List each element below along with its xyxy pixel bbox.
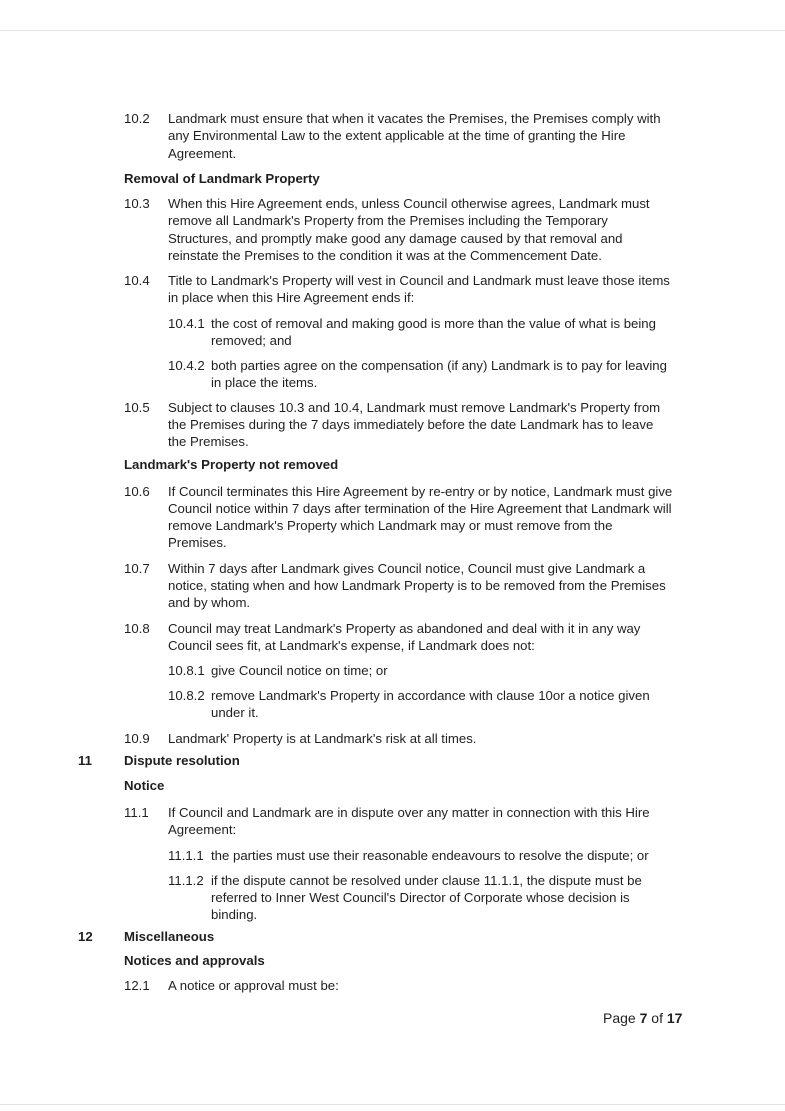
page-label: Page	[603, 1010, 640, 1026]
subclause-text: binding.	[211, 907, 258, 922]
clause-text: remove all Landmark's Property from the Premises including the Temporary	[168, 213, 608, 228]
clause-text: Agreement.	[168, 146, 237, 161]
clause-text: Landmark must ensure that when it vacates the Premises, the Premises comply with	[168, 111, 661, 126]
clause-text: Agreement:	[168, 822, 237, 837]
clause-text: notice, stating when and how Landmark Property is to be removed from the Premises	[168, 578, 666, 593]
clause-text: Structures, and promptly make good any damage caused by that removal and	[168, 231, 623, 246]
clause-text: remove Landmark's Property which Landmark may or must remove from the	[168, 518, 613, 533]
clause-text: and by whom.	[168, 595, 251, 610]
subheading: Landmark's Property not removed	[124, 457, 339, 472]
clause-text: Premises.	[168, 535, 227, 550]
subclause-text: give Council notice on time; or	[211, 663, 388, 678]
subclause-number: 10.4.1	[168, 316, 205, 331]
subclause-text: in place the items.	[211, 375, 318, 390]
subclause-text: if the dispute cannot be resolved under clause 11.1.1, the dispute must be	[211, 873, 642, 888]
clause-text: A notice or approval must be:	[168, 978, 339, 993]
clause-text: in place when this Hire Agreement ends if:	[168, 290, 415, 305]
clause-text: the Premises during the 7 days immediately before the date Landmark has to leave	[168, 417, 654, 432]
clause-number: 12.1	[124, 978, 150, 993]
clause-text: reinstate the Premises to the condition it was at the Commencement Date.	[168, 248, 602, 263]
clause-number: 10.6	[124, 484, 150, 499]
clause-number: 11.1	[124, 805, 149, 820]
clause-number: 10.3	[124, 196, 150, 211]
page-footer	[603, 1009, 682, 1027]
clause-text: Landmark' Property is at Landmark's risk at all times.	[168, 731, 477, 746]
subclause-number: 11.1.1	[168, 848, 204, 863]
clause-text: If Council and Landmark are in dispute over any matter in connection with this Hire	[168, 805, 650, 820]
subclause-text: referred to Inner West Council's Director of Corporate whose decision is	[211, 890, 630, 905]
clause-text: Within 7 days after Landmark gives Council notice, Council must give Landmark a	[168, 561, 646, 576]
clause-text: When this Hire Agreement ends, unless Council otherwise agrees, Landmark must	[168, 196, 650, 211]
clause-text: Subject to clauses 10.3 and 10.4, Landmark must remove Landmark's Property from	[168, 400, 661, 415]
page-number: 7	[639, 1010, 648, 1026]
clause-text: any Environmental Law to the extent applicable at the time of granting the Hire	[168, 128, 626, 143]
subclause-number: 10.8.2	[168, 688, 205, 703]
section-number: 11	[78, 753, 92, 768]
section-heading: Dispute resolution	[124, 753, 240, 768]
subclause-number: 10.4.2	[168, 358, 205, 373]
clause-text: Council sees fit, at Landmark's expense, if Landmark does not:	[168, 638, 535, 653]
section-heading: Miscellaneous	[124, 929, 215, 944]
subheading: Notices and approvals	[124, 953, 265, 968]
page-of: of	[647, 1010, 667, 1026]
subclause-text: remove Landmark's Property in accordance with clause 10or a notice given	[211, 688, 650, 703]
subclause-text: the parties must use their reasonable endeavours to resolve the dispute; or	[211, 848, 649, 863]
page-total: 17	[666, 1010, 683, 1026]
clause-number: 10.9	[124, 731, 150, 746]
clause-number: 10.4	[124, 273, 150, 288]
scan-artifact-bottom	[0, 1104, 785, 1105]
subclause-number: 11.1.2	[168, 873, 204, 888]
subclause-number: 10.8.1	[168, 663, 205, 678]
section-number: 12	[78, 929, 93, 944]
clause-number: 10.5	[124, 400, 150, 415]
clause-text: Council notice within 7 days after termination of the Hire Agreement that Landmark will	[168, 501, 672, 516]
clause-text: If Council terminates this Hire Agreement by re-entry or by notice, Landmark must give	[168, 484, 673, 499]
clause-text: the Premises.	[168, 434, 249, 449]
clause-text: Title to Landmark's Property will vest in Council and Landmark must leave those items	[168, 273, 670, 288]
subclause-text: both parties agree on the compensation (if any) Landmark is to pay for leaving	[211, 358, 667, 373]
clause-text: Council may treat Landmark's Property as abandoned and deal with it in any way	[168, 621, 641, 636]
scan-artifact-top	[0, 30, 785, 31]
subclause-text: removed; and	[211, 333, 292, 348]
clause-number: 10.2	[124, 111, 150, 126]
clause-number: 10.8	[124, 621, 150, 636]
subclause-text: the cost of removal and making good is more than the value of what is being	[211, 316, 656, 331]
subclause-text: under it.	[211, 705, 259, 720]
clause-number: 10.7	[124, 561, 150, 576]
subheading: Removal of Landmark Property	[124, 171, 320, 186]
subheading: Notice	[124, 778, 165, 793]
